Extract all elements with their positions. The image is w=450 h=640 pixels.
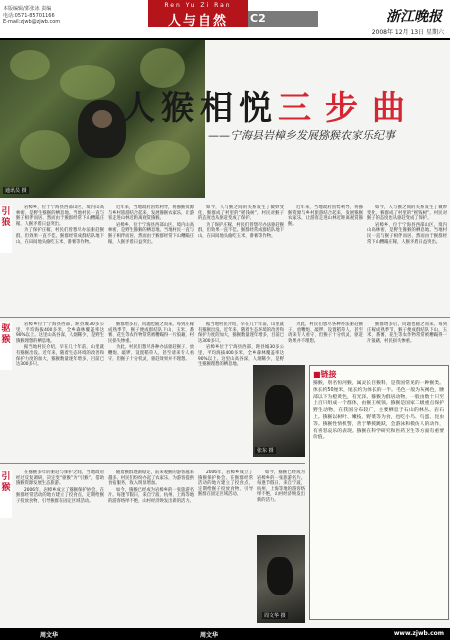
footer-left: 周文华: [40, 632, 59, 639]
page-code: C2: [250, 12, 266, 25]
article-paragraph: 为了保护庄稼，村民们曾想尽办法驱赶猴群，但效果一直不佳。猴群经常成群结队地下山，在田间地头偷吃玉米、番薯等作物。: [16, 228, 104, 245]
photo-credit: 通讯员 摄: [5, 188, 27, 194]
monkey-photo: [253, 365, 305, 457]
section-label: 引猴: [0, 470, 12, 518]
article-column: [367, 205, 447, 313]
article-paragraph: 为了保护庄稼，村民们曾想尽办法驱赶猴群，但效果一直不佳。猴群经常成群结队地下山，在田间地头偷吃玉米、番薯等作物。: [198, 222, 284, 239]
monkey-face: [92, 110, 112, 128]
dateline: 2008年 12月 13日 星期六: [371, 29, 444, 36]
article-paragraph: 如今，猕猴已经成为岩樟乡的一张旅游名片。每逢节假日，来自宁波、杭州、上海等地的游客络绎不绝，山村经济焕发出新的活力。: [257, 470, 305, 503]
article-column: [257, 470, 305, 532]
article-column: [16, 205, 104, 313]
info-line: 本版编辑/郭张冰 责编: [3, 6, 52, 12]
footer-center: 周文华: [200, 632, 219, 639]
article-paragraph: 岩樟乡位于宁海县西部，距县城30多公里，平均海拔400多米，全乡森林覆盖率达90%以上。这里山高谷深，人烟稀少，是野生猕猴理想的栖息地。: [198, 345, 284, 368]
article-paragraph: 如今，人与猴之间的关系发生了微妙变化，猴群成了村里的“摇钱树”，村民对猴子的态度也从驱赶变成了保护。: [198, 205, 284, 222]
section-pinyin: Ren Yu Zi Ran: [164, 2, 232, 9]
article-column: [198, 205, 284, 313]
editor-info: [3, 6, 60, 26]
page-footer: [0, 628, 450, 640]
article-paragraph: 近年来，当地政府因势利导，将猕猴资源与乡村旅游结合起来，发展猕猴农家乐，让游客走进山林近距离观赏猕猴。: [108, 205, 194, 222]
article-paragraph: 岩樟乡，位于宁海县西部山区，境内山高林密，是野生猕猴的栖息地。当地村民一直与猴子相伴而居，然而由于猴群经常下山糟蹋庄稼，人猴矛盾日益突出。: [108, 222, 194, 245]
article-column: [367, 322, 447, 362]
article-paragraph: 岩樟乡，位于宁海县西部山区，境内山高林密，是野生猕猴的栖息地。当地村民一直与猴子相伴而居，然而由于猴群经常下山糟蹋庄稼，人猴矛盾日益突出。: [16, 205, 104, 227]
article-paragraph: 如今，猕猴已经成为岩樟乡的一张旅游名片。每逢节假日，来自宁波、杭州、上海等地的游客络绎不绝，山村经济焕发出新的活力。: [108, 487, 194, 504]
article-column: [108, 205, 194, 313]
link-title: ■链接: [313, 370, 337, 379]
article-paragraph: 为此，村民们想尽各种办法驱赶猴子，放鞭炮、敲锣、设置稻草人，甚至请来专人看守，但猴子十分机灵，驱赶效果并不理想。: [288, 322, 363, 344]
section-title: 人与自然: [167, 14, 228, 29]
article-paragraph: 2006年，岩樟乡成立了猕猴保护协会，在猴群经常活动的地方建立了投食点，定期给猴子投放食物，引导猴群在固定区域活动。: [16, 487, 104, 504]
headline-part-b: 三步曲: [278, 88, 419, 127]
article-paragraph: 为此，村民们想尽各种办法驱赶猴子，放鞭炮、敲锣、设置稻草人，甚至请来专人看守，但猴子十分机灵，驱赶效果并不理想。: [108, 345, 194, 362]
article-column: [108, 470, 194, 622]
article-column: [16, 322, 104, 460]
article-paragraph: 随着猴群逐渐稳定，前来观猴的游客越来越多。村民们纷纷办起了农家乐，为游客提供食宿服务，收入明显增加。: [108, 470, 194, 487]
article-paragraph: 猴群增多后，问题也随之而来。每到庄稼成熟季节，猴子便成群结队下山，玉米、番薯、花生等农作物常常被糟蹋得一片狼藉，村民损失惨重。: [108, 322, 194, 344]
subheadline: ——宁海县岩樟乡发展猕猴农家乐纪事: [208, 129, 395, 142]
monkey-figure: [78, 100, 126, 158]
headline-part-a: 人猴相悦: [122, 88, 278, 127]
section-divider: [0, 463, 305, 464]
footer-right: www.zjwb.com: [393, 630, 444, 637]
section-divider: [0, 317, 450, 318]
link-body: 猕猴，别名恒河猴，属灵长目猴科，是我国常见的一种猴类。体长约50厘米，尾长约为体长的一半。毛色一般为灰褐色，腰部以下为橙黄色，有光泽。猕猴为群居动物，一般由数十只至上百只组成一个群体，由猴王统领。猕猴是国家二级重点保护野生动物，在我国分布较广，主要栖息于石山的林丛、岩石上。猕猴以树叶、嫩枝、野菜等为食，也吃小鸟、鸟蛋、昆虫等。猕猴性情机警，善于攀援跳跃，会游泳和模仿人的动作，有喜怒哀乐的表现。猕猴在科学研究和医药卫生等方面有重要价值。: [313, 381, 444, 441]
article-paragraph: 岩樟乡位于宁海县西部，距县城30多公里，平均海拔400多米，全乡森林覆盖率达90%以上。这里山高谷深，人烟稀少，是野生猕猴理想的栖息地。: [16, 322, 104, 344]
masthead: 浙江晚报: [386, 9, 442, 25]
info-line: E-mail:zjwb@zjwb.com: [3, 19, 61, 25]
article-paragraph: 2006年，岩樟乡成立了猕猴保护协会，在猴群经常活动的地方建立了投食点，定期给猴子投放食物，引导猴群在固定区域活动。: [198, 470, 253, 498]
article-paragraph: 猴群增多后，问题也随之而来。每到庄稼成熟季节，猴子便成群结队下山，玉米、番薯、花生等农作物常常被糟蹋得一片狼藉，村民损失惨重。: [367, 322, 447, 344]
info-line: 电话:0571-85701166: [3, 12, 55, 19]
article-paragraph: 据当地村民介绍，早在几十年前，山里就有猕猴出没。近年来，随着生态环境的改善和保护力度的加大，猕猴数量逐年增多，目前已达300多只。: [16, 345, 104, 368]
article-column: [288, 322, 363, 362]
article-paragraph: 在猕猴多年的驱赶与保护之间，当地政府经过反复调研，决定变“驱猴”为“引猴”，借助猕猴资源发展生态旅游。: [16, 470, 104, 487]
article-paragraph: 近年来，当地政府因势利导，将猕猴资源与乡村旅游结合起来，发展猕猴农家乐，让游客走进山林近距离观赏猕猴。: [288, 205, 363, 227]
article-column: [16, 470, 104, 622]
headline: [122, 82, 419, 129]
article-column: [288, 205, 363, 313]
page-header: [0, 0, 450, 40]
article-column: [108, 322, 194, 460]
article-paragraph: 据当地村民介绍，早在几十年前，山里就有猕猴出没。近年来，随着生态环境的改善和保护力度的加大，猕猴数量逐年增多，目前已达300多只。: [198, 322, 284, 344]
photo-credit: 张东 摄: [257, 448, 274, 454]
article-column: [198, 470, 253, 622]
section-label: 驱猴: [0, 322, 12, 370]
monkey-photo: [257, 535, 305, 623]
section-label: 引狼: [0, 205, 12, 253]
photo-credit: 周文华 摄: [264, 613, 286, 619]
article-paragraph: 如今，人与猴之间的关系发生了微妙变化，猴群成了村里的“摇钱树”，村民对猴子的态度也从驱赶变成了保护。: [367, 205, 447, 222]
article-paragraph: 岩樟乡，位于宁海县西部山区，境内山高林密，是野生猕猴的栖息地。当地村民一直与猴子相伴而居，然而由于猴群经常下山糟蹋庄稼，人猴矛盾日益突出。: [367, 222, 447, 245]
